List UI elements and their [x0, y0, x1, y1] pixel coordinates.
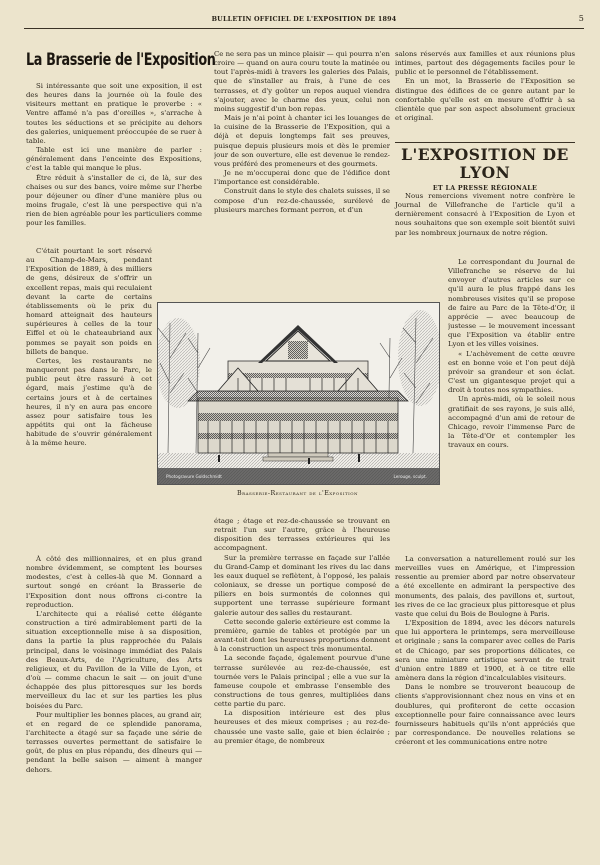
article-heading-lyon: L'EXPOSITION DE LYON [401, 145, 569, 182]
column-right-intro [395, 192, 575, 238]
page-header [24, 12, 584, 29]
paragraph: salons réservés aux familles et aux réunions plus intimes, partout des dégagements faciles pour le public et le personnel de l'établissement. [395, 50, 575, 77]
lyon-heading-block [395, 146, 575, 192]
paragraph: étage ; étage et rez-de-chaussée se trouvant en retrait l'un sur l'autre, grâce à l'heureuse disposition des terrasses extérieures qui les accompagnent. [214, 517, 390, 553]
column-left-wrap [26, 247, 152, 522]
section-divider [395, 142, 575, 143]
paragraph: « L'achèvement de cette œuvre est en bonne voie et l'on peut déjà prévoir sa grandeur et son éclat. C'est un gigantesque projet qui a droit à toutes nos sympathies. [448, 349, 575, 395]
paragraph: Cette seconde galerie extérieure est comme la première, garnie de tables et protégée par un avant-toit dont les heureuses proportions donnent à la construction un aspect très monumental. [214, 617, 390, 654]
paragraph: L'architecte qui a réalisé cette élégante construction a tiré admirablement parti de la situation exceptionnelle mise à sa disposition, dans la partie la plus rapprochée du Palais principal, dans le voisinage immédiat des Palais des Beaux-Arts, de l'Agriculture, des Arts religieux, et du Pavillon de la Ville de Lyon, et d'où — comme chacun le sait — on jouit d'une échappée des plus pittoresques sur les bords merveilleux du lac et sur les parties les plus boisées du Parc. [26, 609, 202, 710]
paragraph: L'Exposition de 1894, avec les décors naturels que lui apportera le printemps, sera merveilleuse et originale ; sans la comparer avec celles de Paris et de Chicago, par ses proportions délicates, ce sera une miniature artistique servant de trait d'union entre 1889 et 1900, et à ce titre elle amènera dans la région d'incalculables visiteurs. [395, 619, 575, 683]
paragraph: Le correspondant du Journal de Villefranche se réserve de lui envoyer d'autres articles sur ce qu'il aura le plus frappé dans les nombreuses visites qu'il se propose de faire au Parc de la Tête-d'Or, il apprécie — avec beaucoup de justesse — le mouvement incessant que l'Exposition va établir entre Lyon et les villes voisines. [448, 258, 575, 349]
paragraph: Nous remercions vivement notre confrère le Journal de Villefranche de l'article qu'il a dernièrement consacré à l'Exposition de Lyon et nous souhaitons que son exemple soit bientôt suivi par les nombreux journaux de notre région. [395, 192, 575, 237]
paragraph: Si intéressante que soit une exposition, il est des heures dans la journée où la foule des visiteurs mettant en pratique le proverbe : « Ventre affamé n'a pas d'oreilles », s'arrache à toutes les séductions et se précipite au dehors des galeries, uniquement préoccupée de se ruer à table. [26, 82, 202, 145]
paragraph: Construit dans le style des chalets suisses, il se compose d'un rez-de-chaussée, surélevé de plusieurs marches formant perron, et d'un [214, 187, 390, 214]
paragraph: Table est ici une manière de parler : généralement dans l'enceinte des Expositions, c'est la table qui manque le plus. [26, 146, 202, 173]
paragraph: Sur la première terrasse en façade sur l'allée du Grand-Camp et dominant les rives du lac dans les eaux duquel se reflètent, à l'opposé, les palais coloniaux, se dresse un portique composé de piliers en bois surmontés de colonnes qui supportent une terrasse supérieure formant galerie autour des salles du restaurant. [214, 553, 390, 617]
column-left-lower [26, 555, 202, 855]
paragraph: Être réduit à s'installer de ci, de là, sur des chaises ou sur des bancs, voire même sur l'herbe pour déjeuner ou dîner d'une manière plus ou moins frugale, c'est là une perspective qui n'a rien de bien agréable pour les particuliers comme pour les familles. [26, 173, 202, 228]
paragraph: Dans le nombre se trouveront beaucoup de clients s'approvisionnant chez nous en vins et en doublures, qui profiteront de cette occasion exceptionnelle pour faire connaissance avec leurs fournisseurs habituels qu'ils n'ont appréciés que par correspondance. De nouvelles relations se créeront et les communications entre notre [395, 683, 575, 747]
article-subheading: ET LA PRESSE RÉGIONALE [432, 185, 538, 192]
column-left-upper [26, 50, 216, 229]
chalet-engraving-image [158, 303, 439, 484]
column-middle-upper [214, 50, 390, 295]
paragraph: C'était pourtant le sort réservé au Champ-de-Mars, pendant l'Exposition de 1889, à des milliers de gens, désireux de s'offrir un excellent repas, mais qui reculaient devant la carte de certains établissements où le prix du homard atteignait des hauteurs supérieures à celles de la tour Eiffel et où le chateaubriand aux pommes se payait son poids en billets de banque. [26, 247, 152, 356]
paragraph: Ce ne sera pas un mince plaisir — qui pourra n'en croire — quand on aura couru toute la matinée ou tout l'après-midi à travers les galeries des Palais, que de s'installer au frais, à l'une de ces terrasses, et d'y goûter un repos auquel viendra s'ajouter, avec le charme des yeux, celui non moins suggestif d'un bon repas. [214, 50, 390, 113]
paragraph: La disposition intérieure est des plus heureuses et des mieux comprises ; au rez-de-chaussée une vaste salle, gaie et bien éclairée ; au premier étage, de nombreux [214, 709, 390, 745]
paragraph: La conversation a naturellement roulé sur les merveilles vues en Amérique, et l'impression ressentie au premier abord par notre observateur a été excellente en admirant la perspective des monuments, des palais, des pavillons et, surtout, les rives de ce lac gracieux plus pittoresque et plus vaste que celui du Bois de Boulogne à Paris. [395, 555, 575, 618]
engraver-credit-right: Lerouge, sculpt. [393, 474, 427, 479]
article-heading-brasserie: La Brasserie de l'Exposition [26, 50, 216, 69]
paragraph: La seconde façade, également pourvue d'une terrasse surélevée au rez-de-chaussée, est tournée vers le Palais principal ; elle a vue sur la fameuse coupole et embrasse l'ensemble des constructions de tous genres, multipliées dans cette partie du parc. [214, 654, 390, 709]
brasserie-illustration [157, 302, 440, 485]
column-right-wrap [448, 258, 575, 518]
column-middle-lower [214, 517, 390, 857]
column-right-upper [395, 50, 575, 123]
page-number: 5 [578, 14, 584, 23]
column-right-lower [395, 555, 575, 855]
paragraph: Je ne m'occuperai donc que de l'édifice dont l'importance est considérable. [214, 169, 390, 187]
paragraph: En un mot, la Brasserie de l'Exposition se distingue des édifices de ce genre autant par le confortable qu'elle est en mesure d'offrir à sa clientèle que par son aspect absolument gracieux et original. [395, 77, 575, 123]
paragraph: Certes, les restaurants ne manqueront pas dans le Parc, le public peut être rassuré à cet égard, mais j'estime qu'à de certains jours et à de certaines heures, il n'y en aura pas encore assez pour satisfaire tous les appétits qui ont la fâcheuse habitude de s'ouvrir généralement à la même heure. [26, 356, 152, 448]
illustration-caption: Brasserie-Restaurant de l'Exposition [237, 490, 358, 497]
paragraph: Pour multiplier les bonnes places, au grand air, et en regard de ce splendide panorama, l'architecte a étagé sur sa façade une série de terrasses ouvertes permettant de satisfaire le goût, de plus en plus répandu, des dîneurs qui — pendant la belle saison — aiment à manger dehors. [26, 710, 202, 774]
paragraph: À côté des millionnaires, et en plus grand nombre évidemment, se comptent les bourses modestes, c'est à celles-là que M. Gonnard a surtout songé en créant la Brasserie de l'Exposition dont nous offrons ci-contre la reproduction. [26, 555, 202, 609]
header-title: BULLETIN OFFICIEL DE L'EXPOSITION DE 1894 [211, 15, 397, 23]
paragraph: Un après-midi, où le soleil nous gratifiait de ses rayons, je suis allé, accompagné d'un ami de retour de Chicago, revoir l'immense Parc de la Tête-d'Or et contempler les travaux en cours. [448, 395, 575, 450]
paragraph: Mais je n'ai point à chanter ici les louanges de la cuisine de la Brasserie de l'Exposition, qui a déjà et depuis longtemps fait ses preuves, puisque depuis plusieurs mois et dès le premier jour de son ouverture, elle est devenue le rendez-vous préféré des promeneurs et des gourmets. [214, 114, 390, 168]
engraver-credit-left: Photogravure Goldschmidt [166, 474, 222, 479]
